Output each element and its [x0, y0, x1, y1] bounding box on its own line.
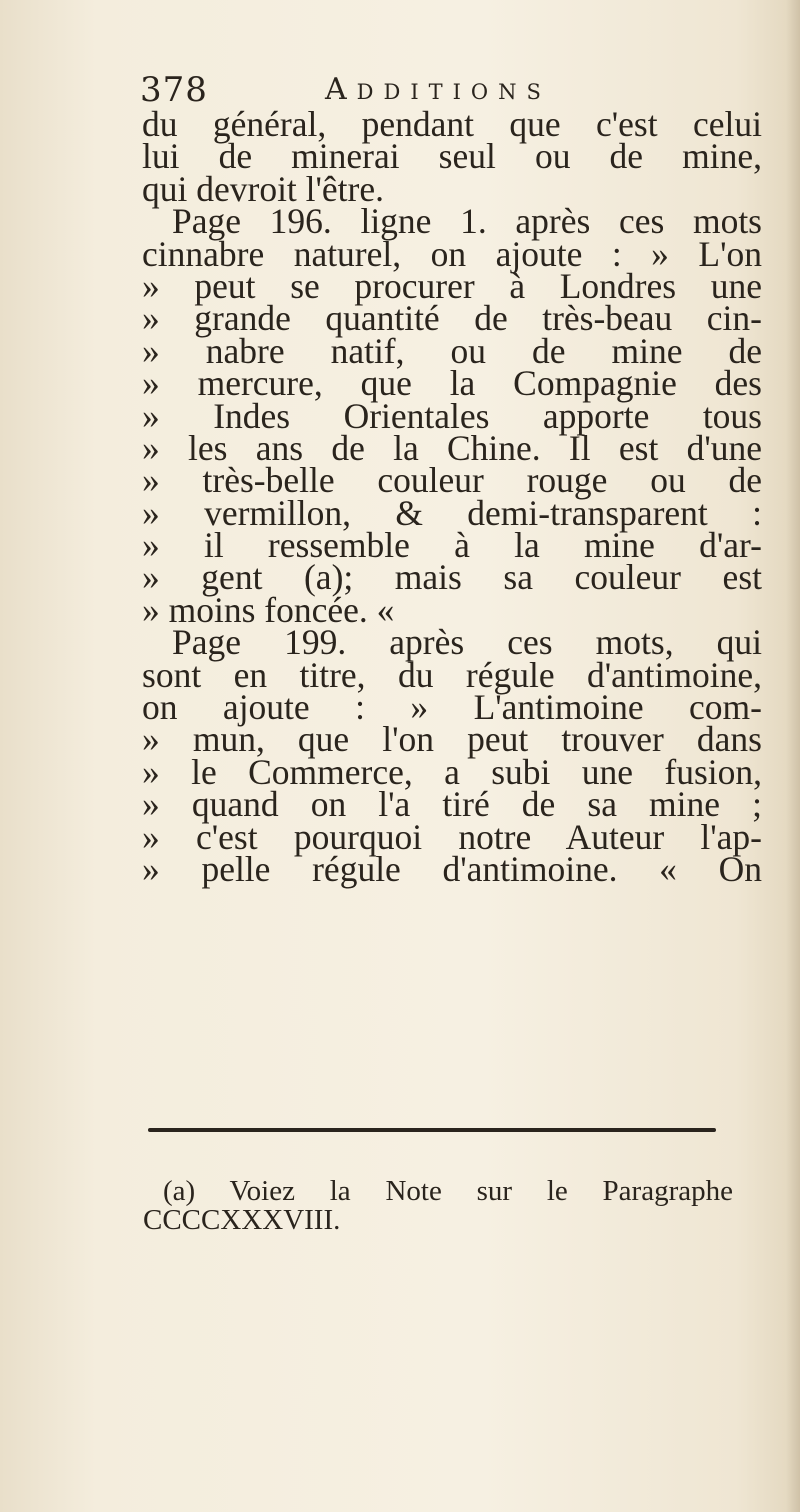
text-line: » nabre natif, ou de mine de [142, 330, 762, 371]
text-line: Page 199. après ces mots, qui [172, 622, 762, 663]
text-line: » mun, que l'on peut trouver dans [142, 719, 762, 760]
text-line: » Indes Orientales apporte tous [142, 395, 762, 436]
text-line: » les ans de la Chine. Il est d'une [142, 427, 762, 468]
text-line: » pelle régule d'antimoine. « On [142, 848, 762, 889]
running-head: Additions [325, 72, 551, 107]
text-line: » peut se procurer à Londres une [142, 265, 762, 306]
text-line: » vermillon, & demi-transparent : [142, 492, 762, 533]
text-line: » il ressemble à la mine d'ar- [142, 525, 762, 566]
footnote [143, 1177, 733, 1235]
text-line: on ajoute : » L'antimoine com- [142, 687, 762, 728]
page-edge-shadow [786, 0, 800, 1512]
text-line: » mercure, que la Compagnie des [142, 363, 762, 404]
page-number: 378 [140, 70, 208, 110]
text-line: » gent (a); mais sa couleur est [142, 557, 762, 598]
body-text [142, 104, 762, 889]
text-line: » grande quantité de très-beau cin- [142, 298, 762, 339]
text-line: cinnabre naturel, on ajoute : » L'on [142, 233, 762, 274]
text-line: » très-belle couleur rouge ou de [142, 460, 762, 501]
text-line: du général, pendant que c'est celui [142, 104, 762, 144]
footnote-line: (a) Voiez la Note sur le Paragraphe [163, 1175, 733, 1207]
text-line: » moins foncée. « [142, 589, 395, 630]
text-line: lui de minerai seul ou de mine, [142, 136, 762, 177]
footnote-rule [148, 1128, 716, 1132]
text-line: » le Commerce, a subi une fusion, [142, 751, 762, 792]
text-line: qui devroit l'être. [142, 168, 384, 209]
text-line: » quand on l'a tiré de sa mine ; [142, 784, 762, 825]
text-line: » c'est pourquoi notre Auteur l'ap- [142, 816, 762, 857]
footnote-line: CCCCXXXVIII. [143, 1204, 341, 1236]
text-line: sont en titre, du régule d'antimoine, [142, 654, 762, 695]
text-line: Page 196. ligne 1. après ces mots [172, 201, 762, 242]
